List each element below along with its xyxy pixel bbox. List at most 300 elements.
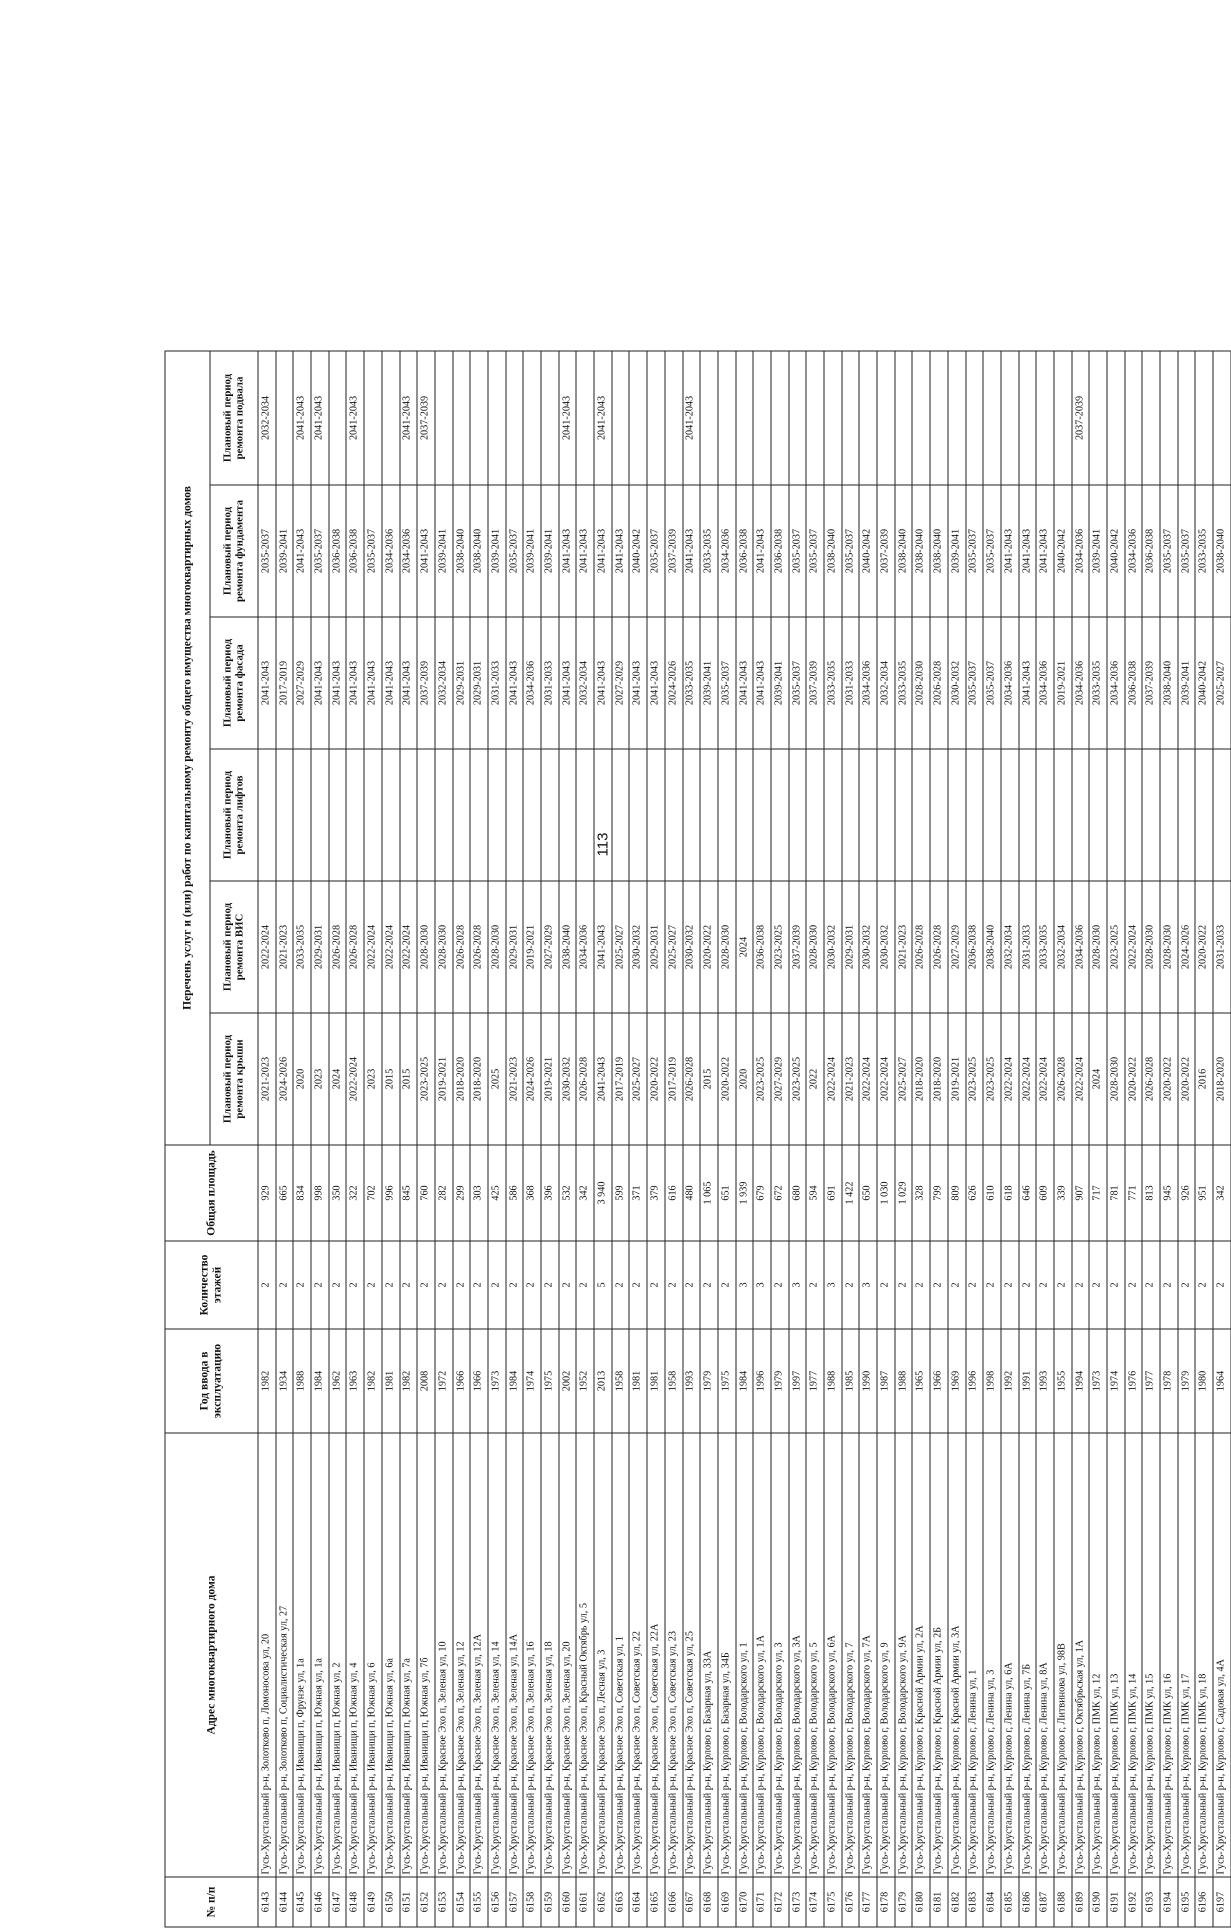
cell-lifts	[329, 749, 347, 881]
cell-basement	[1107, 351, 1125, 485]
cell-lifts	[718, 749, 736, 881]
cell-year: 1978	[1160, 1329, 1178, 1433]
cell-address: Гусь-Хрустальный р-н, Курлово г, Садовая ул, 4А	[1213, 1433, 1231, 1877]
cell-basement	[966, 351, 984, 485]
cell-num: 6185	[1001, 1877, 1019, 1927]
cell-address: Гусь-Хрустальный р-н, Красное Эхо п, Зеленая ул, 20	[559, 1433, 577, 1877]
cell-facade: 2032-2034	[576, 617, 594, 749]
cell-facade: 2041-2043	[753, 617, 771, 749]
table-row	[1125, 351, 1143, 1927]
cell-basement	[718, 351, 736, 485]
cell-year: 1984	[311, 1329, 329, 1433]
cell-floors: 2	[966, 1241, 984, 1329]
cell-num: 6192	[1125, 1877, 1143, 1927]
cell-num: 6172	[771, 1877, 789, 1927]
cell-roof: 2041-2043	[594, 1013, 612, 1145]
cell-area: 679	[753, 1145, 771, 1241]
cell-foundation: 2033-2035	[700, 485, 718, 617]
cell-floors: 2	[1178, 1241, 1196, 1329]
cell-address: Гусь-Хрустальный р-н, Иванищи п, Южная ул, 6	[364, 1433, 382, 1877]
cell-roof: 2027-2029	[771, 1013, 789, 1145]
cell-basement	[435, 351, 453, 485]
cell-basement	[1142, 351, 1160, 485]
cell-facade: 2024-2026	[665, 617, 683, 749]
cell-area: 480	[683, 1145, 701, 1241]
cell-lifts	[700, 749, 718, 881]
table-row	[948, 351, 966, 1927]
table-row	[506, 351, 524, 1927]
cell-basement	[576, 351, 594, 485]
cell-basement	[1178, 351, 1196, 485]
cell-floors: 2	[629, 1241, 647, 1329]
table-row	[912, 351, 930, 1927]
cell-year: 1934	[276, 1329, 294, 1433]
cell-facade: 2041-2043	[629, 617, 647, 749]
cell-lifts	[966, 749, 984, 881]
table-row	[859, 351, 877, 1927]
cell-num: 6166	[665, 1877, 683, 1927]
cell-lifts	[506, 749, 524, 881]
cell-foundation: 2041-2043	[576, 485, 594, 617]
cell-foundation: 2039-2041	[948, 485, 966, 617]
cell-lifts	[948, 749, 966, 881]
cell-num: 6188	[1054, 1877, 1072, 1927]
cell-vis: 2028-2030	[1089, 881, 1107, 1013]
cell-facade: 2040-2042	[1195, 617, 1213, 749]
cell-area: 299	[453, 1145, 471, 1241]
cell-lifts	[612, 749, 630, 881]
cell-address: Гусь-Хрустальный р-н, Иванищи п, Южная ул, 1а	[311, 1433, 329, 1877]
cell-lifts	[453, 749, 471, 881]
cell-address: Гусь-Хрустальный р-н, Курлово г, Ленина ул, 3	[983, 1433, 1001, 1877]
cell-vis: 2021-2023	[276, 881, 294, 1013]
table-row	[1142, 351, 1160, 1927]
header-num: № п/п	[165, 1877, 258, 1927]
cell-floors: 2	[700, 1241, 718, 1329]
cell-year: 1973	[488, 1329, 506, 1433]
cell-roof: 2022-2024	[1036, 1013, 1054, 1145]
cell-address: Гусь-Хрустальный р-н, Красное Эхо п, Зеленая ул, 14	[488, 1433, 506, 1877]
cell-basement	[629, 351, 647, 485]
cell-facade: 2034-2036	[1036, 617, 1054, 749]
cell-area: 599	[612, 1145, 630, 1241]
cell-roof: 2030-2032	[559, 1013, 577, 1145]
cell-num: 6181	[930, 1877, 948, 1927]
cell-floors: 2	[647, 1241, 665, 1329]
cell-facade: 2041-2043	[329, 617, 347, 749]
cell-foundation: 2036-2038	[771, 485, 789, 617]
cell-lifts	[895, 749, 913, 881]
cell-roof: 2020-2022	[1178, 1013, 1196, 1145]
cell-address: Гусь-Хрустальный р-н, Курлово г, Базарная ул, 33А	[700, 1433, 718, 1877]
cell-floors: 2	[1001, 1241, 1019, 1329]
cell-address: Гусь-Хрустальный р-н, Курлово г, Володарского ул, 1	[736, 1433, 754, 1877]
cell-basement	[470, 351, 488, 485]
cell-facade: 2039-2041	[771, 617, 789, 749]
cell-address: Гусь-Хрустальный р-н, Красное Эхо п, Зеленая ул, 16	[523, 1433, 541, 1877]
cell-num: 6164	[629, 1877, 647, 1927]
cell-lifts	[983, 749, 1001, 881]
cell-facade: 2027-2029	[293, 617, 311, 749]
cell-lifts	[1019, 749, 1037, 881]
cell-foundation: 2036-2038	[329, 485, 347, 617]
cell-num: 6176	[842, 1877, 860, 1927]
cell-foundation: 2039-2041	[435, 485, 453, 617]
cell-floors: 2	[346, 1241, 364, 1329]
cell-roof: 2017-2019	[612, 1013, 630, 1145]
cell-roof: 2020	[293, 1013, 311, 1145]
cell-floors: 2	[948, 1241, 966, 1329]
cell-lifts	[1072, 749, 1090, 881]
table-row	[1001, 351, 1019, 1927]
cell-address: Гусь-Хрустальный р-н, Курлово г, ПМК ул, 13	[1107, 1433, 1125, 1877]
table-row	[1160, 351, 1178, 1927]
cell-vis: 2027-2029	[948, 881, 966, 1013]
cell-lifts	[771, 749, 789, 881]
cell-basement	[276, 351, 294, 485]
cell-vis: 2022-2024	[258, 881, 276, 1013]
cell-basement	[364, 351, 382, 485]
cell-year: 1991	[1019, 1329, 1037, 1433]
cell-vis: 2031-2033	[1213, 881, 1231, 1013]
cell-roof: 2023-2025	[983, 1013, 1001, 1145]
cell-roof: 2022-2024	[824, 1013, 842, 1145]
cell-roof: 2023-2025	[753, 1013, 771, 1145]
cell-roof: 2018-2020	[1213, 1013, 1231, 1145]
cell-foundation: 2040-2042	[1107, 485, 1125, 617]
cell-address: Гусь-Хрустальный р-н, Золотково п, Ломоносова ул, 20	[258, 1433, 276, 1877]
cell-vis: 2028-2030	[806, 881, 824, 1013]
cell-lifts	[859, 749, 877, 881]
cell-year: 1966	[470, 1329, 488, 1433]
cell-basement: 2041-2043	[594, 351, 612, 485]
cell-foundation: 2034-2036	[400, 485, 418, 617]
cell-address: Гусь-Хрустальный р-н, Иванищи п, Фрунзе ул, 1а	[293, 1433, 311, 1877]
cell-foundation: 2033-2035	[1195, 485, 1213, 617]
cell-lifts	[1054, 749, 1072, 881]
cell-roof: 2023	[364, 1013, 382, 1145]
cell-num: 6161	[576, 1877, 594, 1927]
cell-facade: 2041-2043	[382, 617, 400, 749]
cell-area: 282	[435, 1145, 453, 1241]
cell-floors: 2	[559, 1241, 577, 1329]
cell-basement: 2032-2034	[258, 351, 276, 485]
cell-floors: 2	[895, 1241, 913, 1329]
cell-year: 1974	[1107, 1329, 1125, 1433]
cell-year: 1987	[877, 1329, 895, 1433]
cell-roof: 2018-2020	[453, 1013, 471, 1145]
cell-vis: 2025-2027	[665, 881, 683, 1013]
cell-vis: 2026-2028	[329, 881, 347, 1013]
cell-num: 6173	[789, 1877, 807, 1927]
cell-vis: 2030-2032	[859, 881, 877, 1013]
cell-num: 6167	[683, 1877, 701, 1927]
table-row	[523, 351, 541, 1927]
cell-floors: 2	[329, 1241, 347, 1329]
cell-roof: 2017-2019	[665, 1013, 683, 1145]
cell-area: 799	[930, 1145, 948, 1241]
cell-roof: 2022-2024	[859, 1013, 877, 1145]
cell-lifts	[311, 749, 329, 881]
cell-basement: 2037-2039	[1072, 351, 1090, 485]
cell-address: Гусь-Хрустальный р-н, Курлово г, Володарского ул, 9А	[895, 1433, 913, 1877]
cell-address: Гусь-Хрустальный р-н, Курлово г, Володарского ул, 6А	[824, 1433, 842, 1877]
table-row	[435, 351, 453, 1927]
cell-address: Гусь-Хрустальный р-н, Курлово г, Красной Армии ул, 2Б	[930, 1433, 948, 1877]
cell-roof: 2024-2026	[523, 1013, 541, 1145]
table-row	[364, 351, 382, 1927]
cell-basement	[1054, 351, 1072, 485]
cell-num: 6162	[594, 1877, 612, 1927]
cell-foundation: 2041-2043	[293, 485, 311, 617]
cell-address: Гусь-Хрустальный р-н, Красное Эхо п, Красный Октябрь ул, 5	[576, 1433, 594, 1877]
cell-area: 618	[1001, 1145, 1019, 1241]
cell-lifts	[1001, 749, 1019, 881]
table-row	[1054, 351, 1072, 1927]
table-row	[753, 351, 771, 1927]
cell-year: 1979	[771, 1329, 789, 1433]
cell-facade: 2032-2034	[435, 617, 453, 749]
cell-address: Гусь-Хрустальный р-н, Курлово г, Ленина ул, 7Б	[1019, 1433, 1037, 1877]
cell-basement	[1125, 351, 1143, 485]
cell-foundation: 2035-2037	[1178, 485, 1196, 617]
cell-floors: 2	[293, 1241, 311, 1329]
table-row	[842, 351, 860, 1927]
cell-facade: 2032-2034	[877, 617, 895, 749]
cell-area: 951	[1195, 1145, 1213, 1241]
cell-area: 1 422	[842, 1145, 860, 1241]
cell-facade: 2033-2035	[1089, 617, 1107, 749]
cell-roof: 2028-2030	[1107, 1013, 1125, 1145]
cell-lifts	[753, 749, 771, 881]
cell-area: 845	[400, 1145, 418, 1241]
table-row	[1213, 351, 1231, 1927]
cell-year: 1969	[948, 1329, 966, 1433]
cell-lifts	[523, 749, 541, 881]
table-row	[541, 351, 559, 1927]
cell-year: 1981	[629, 1329, 647, 1433]
cell-roof: 2022-2024	[346, 1013, 364, 1145]
cell-foundation: 2035-2037	[647, 485, 665, 617]
cell-lifts	[417, 749, 435, 881]
cell-foundation: 2035-2037	[506, 485, 524, 617]
cell-foundation: 2039-2041	[276, 485, 294, 617]
cell-num: 6191	[1107, 1877, 1125, 1927]
cell-num: 6183	[966, 1877, 984, 1927]
cell-foundation: 2036-2038	[346, 485, 364, 617]
cell-num: 6180	[912, 1877, 930, 1927]
cell-num: 6155	[470, 1877, 488, 1927]
cell-facade: 2037-2039	[1142, 617, 1160, 749]
cell-address: Гусь-Хрустальный р-н, Красное Эхо п, Зеленая ул, 12А	[470, 1433, 488, 1877]
cell-area: 322	[346, 1145, 364, 1241]
cell-vis: 2022-2024	[400, 881, 418, 1013]
cell-roof: 2026-2028	[683, 1013, 701, 1145]
cell-year: 1974	[523, 1329, 541, 1433]
cell-basement: 2041-2043	[293, 351, 311, 485]
cell-foundation: 2039-2041	[1089, 485, 1107, 617]
cell-num: 6153	[435, 1877, 453, 1927]
cell-num: 6163	[612, 1877, 630, 1927]
cell-lifts	[842, 749, 860, 881]
cell-num: 6143	[258, 1877, 276, 1927]
cell-year: 1992	[1001, 1329, 1019, 1433]
table-row	[789, 351, 807, 1927]
cell-vis: 2038-2040	[983, 881, 1001, 1013]
cell-vis: 2028-2030	[1142, 881, 1160, 1013]
cell-roof: 2020	[736, 1013, 754, 1145]
cell-address: Гусь-Хрустальный р-н, Красное Эхо п, Лесная ул, 3	[594, 1433, 612, 1877]
cell-basement	[665, 351, 683, 485]
cell-facade: 2030-2032	[948, 617, 966, 749]
cell-basement	[1213, 351, 1231, 485]
header-foundation: Плановый период ремонта фундамента	[210, 485, 258, 617]
cell-year: 1982	[364, 1329, 382, 1433]
cell-floors: 2	[382, 1241, 400, 1329]
cell-area: 809	[948, 1145, 966, 1241]
cell-facade: 2019-2021	[1054, 617, 1072, 749]
cell-floors: 2	[912, 1241, 930, 1329]
cell-roof: 2025	[488, 1013, 506, 1145]
table-row	[612, 351, 630, 1927]
table-row	[824, 351, 842, 1927]
cell-facade: 2034-2036	[523, 617, 541, 749]
cell-vis: 2032-2034	[1054, 881, 1072, 1013]
cell-address: Гусь-Хрустальный р-н, Курлово г, Ленина ул, 8А	[1036, 1433, 1054, 1877]
cell-basement	[842, 351, 860, 485]
cell-lifts	[346, 749, 364, 881]
cell-vis: 2030-2032	[877, 881, 895, 1013]
cell-foundation: 2035-2037	[983, 485, 1001, 617]
cell-num: 6147	[329, 1877, 347, 1927]
cell-facade: 2041-2043	[559, 617, 577, 749]
table-row	[806, 351, 824, 1927]
cell-address: Гусь-Хрустальный р-н, Красное Эхо п, Зеленая ул, 14А	[506, 1433, 524, 1877]
cell-address: Гусь-Хрустальный р-н, Иванищи п, Южная ул, 2	[329, 1433, 347, 1877]
cell-foundation: 2038-2040	[895, 485, 913, 617]
cell-basement: 2041-2043	[400, 351, 418, 485]
cell-roof: 2016	[1195, 1013, 1213, 1145]
cell-year: 1998	[983, 1329, 1001, 1433]
cell-facade: 2034-2036	[1107, 617, 1125, 749]
cell-foundation: 2038-2040	[453, 485, 471, 617]
cell-address: Гусь-Хрустальный р-н, Курлово г, ПМК ул, 14	[1125, 1433, 1143, 1877]
cell-num: 6157	[506, 1877, 524, 1927]
cell-num: 6168	[700, 1877, 718, 1927]
cell-year: 1984	[506, 1329, 524, 1433]
table-row	[1019, 351, 1037, 1927]
cell-address: Гусь-Хрустальный р-н, Красное Эхо п, Зеленая ул, 12	[453, 1433, 471, 1877]
cell-roof: 2022-2024	[1072, 1013, 1090, 1145]
cell-year: 1982	[258, 1329, 276, 1433]
cell-facade: 2035-2037	[983, 617, 1001, 749]
cell-year: 2008	[417, 1329, 435, 1433]
cell-year: 1988	[293, 1329, 311, 1433]
cell-year: 1958	[612, 1329, 630, 1433]
cell-roof: 2022	[806, 1013, 824, 1145]
cell-basement	[912, 351, 930, 485]
cell-year: 1975	[541, 1329, 559, 1433]
cell-vis: 2022-2024	[1125, 881, 1143, 1013]
cell-roof: 2020-2022	[718, 1013, 736, 1145]
cell-facade: 2035-2037	[966, 617, 984, 749]
cell-address: Гусь-Хрустальный р-н, Иванищи п, Южная ул, 7а	[400, 1433, 418, 1877]
cell-facade: 2035-2037	[789, 617, 807, 749]
cell-foundation: 2041-2043	[1019, 485, 1037, 617]
table-row	[1178, 351, 1196, 1927]
cell-area: 945	[1160, 1145, 1178, 1241]
cell-lifts	[877, 749, 895, 881]
cell-num: 6190	[1089, 1877, 1107, 1927]
cell-basement	[1160, 351, 1178, 485]
cell-num: 6178	[877, 1877, 895, 1927]
cell-facade: 2028-2030	[912, 617, 930, 749]
table-row	[771, 351, 789, 1927]
cell-foundation: 2035-2037	[258, 485, 276, 617]
table-row	[966, 351, 984, 1927]
table-row	[1072, 351, 1090, 1927]
cell-facade: 2038-2040	[1160, 617, 1178, 749]
cell-num: 6160	[559, 1877, 577, 1927]
cell-year: 1977	[806, 1329, 824, 1433]
cell-area: 342	[576, 1145, 594, 1241]
cell-lifts	[1125, 749, 1143, 881]
cell-foundation: 2040-2042	[629, 485, 647, 617]
cell-year: 1979	[1178, 1329, 1196, 1433]
cell-area: 813	[1142, 1145, 1160, 1241]
cell-floors: 2	[1160, 1241, 1178, 1329]
table-row	[417, 351, 435, 1927]
cell-address: Гусь-Хрустальный р-н, Курлово г, Ленина ул, 1	[966, 1433, 984, 1877]
cell-floors: 2	[1107, 1241, 1125, 1329]
cell-address: Гусь-Хрустальный р-н, Курлово г, Красной Армии ул, 2А	[912, 1433, 930, 1877]
cell-facade: 2041-2043	[364, 617, 382, 749]
cell-roof: 2022-2024	[1001, 1013, 1019, 1145]
table-row	[877, 351, 895, 1927]
cell-basement	[700, 351, 718, 485]
cell-address: Гусь-Хрустальный р-н, Курлово г, Володарского ул, 5	[806, 1433, 824, 1877]
cell-roof: 2023-2025	[417, 1013, 435, 1145]
cell-area: 586	[506, 1145, 524, 1241]
cell-basement: 2037-2039	[417, 351, 435, 485]
cell-num: 6193	[1142, 1877, 1160, 1927]
cell-area: 594	[806, 1145, 824, 1241]
cell-num: 6196	[1195, 1877, 1213, 1927]
cell-area: 781	[1107, 1145, 1125, 1241]
cell-vis: 2036-2038	[966, 881, 984, 1013]
cell-num: 6159	[541, 1877, 559, 1927]
cell-facade: 2025-2027	[1213, 617, 1231, 749]
table-row	[576, 351, 594, 1927]
cell-floors: 2	[1019, 1241, 1037, 1329]
cell-facade: 2036-2038	[1125, 617, 1143, 749]
cell-area: 342	[1213, 1145, 1231, 1241]
cell-vis: 2030-2032	[824, 881, 842, 1013]
cell-year: 1973	[1089, 1329, 1107, 1433]
cell-foundation: 2036-2038	[736, 485, 754, 617]
table-row	[470, 351, 488, 1927]
cell-num: 6145	[293, 1877, 311, 1927]
cell-foundation: 2041-2043	[594, 485, 612, 617]
cell-floors: 2	[470, 1241, 488, 1329]
cell-foundation: 2038-2040	[824, 485, 842, 617]
header-facade: Плановый период ремонта фасада	[210, 617, 258, 749]
cell-basement	[771, 351, 789, 485]
cell-foundation: 2035-2037	[1160, 485, 1178, 617]
table-row	[895, 351, 913, 1927]
cell-floors: 2	[453, 1241, 471, 1329]
cell-address: Гусь-Хрустальный р-н, Красное Эхо п, Советская ул, 25	[683, 1433, 701, 1877]
